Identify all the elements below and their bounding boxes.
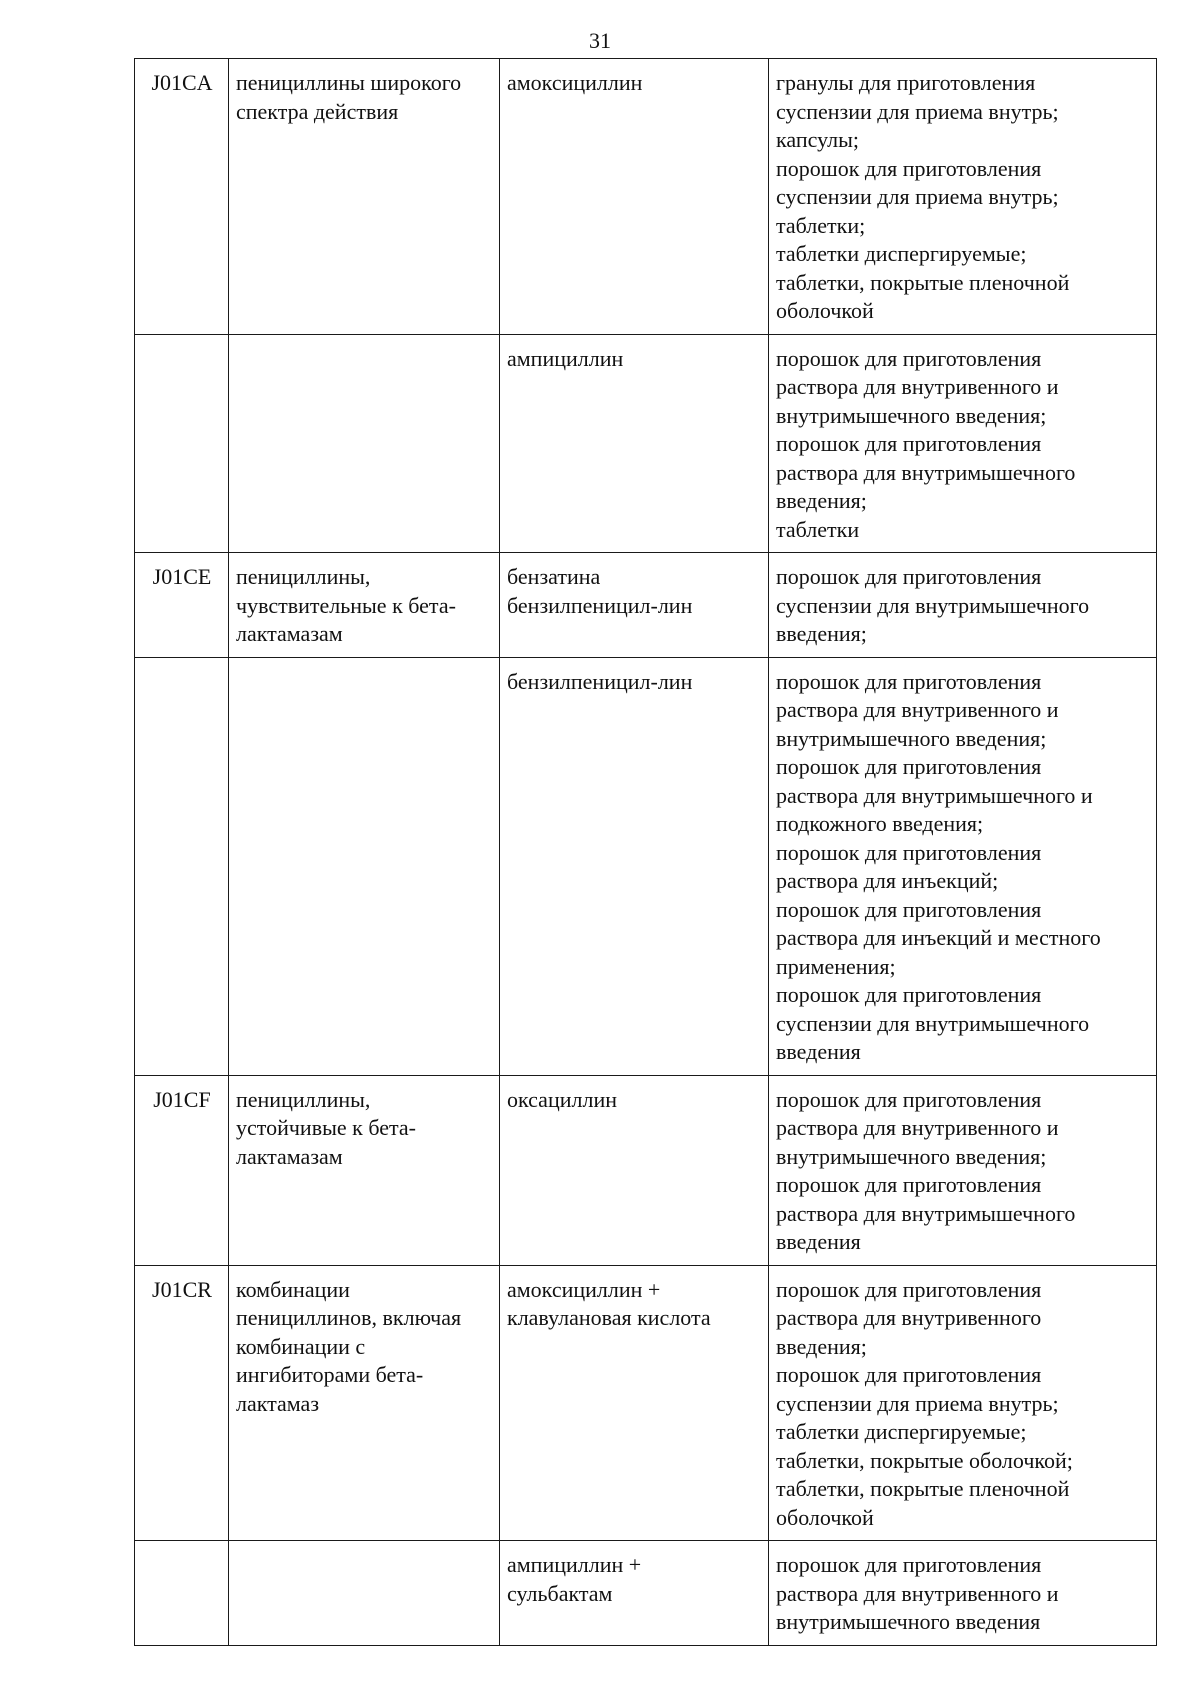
pharmacological-group-line: комбинации <box>236 1276 350 1302</box>
drug-table-body <box>135 59 1157 1646</box>
drug-name-cell <box>500 553 769 658</box>
drug-name-line: ампициллин + <box>507 1552 642 1577</box>
dosage-forms-line: оболочкой <box>776 1504 874 1530</box>
dosage-forms-line: оболочкой <box>776 298 874 323</box>
atc-code-text: J01CA <box>151 70 213 95</box>
pharmacological-group-cell <box>229 657 500 1075</box>
dosage-forms-line: порошок для приготовления <box>776 1552 1042 1577</box>
dosage-forms-line: введения <box>776 1039 861 1064</box>
dosage-forms-line: суспензии для внутримышечного <box>776 1010 1090 1036</box>
pharmacological-group-line: комбинации с <box>236 1333 366 1359</box>
pharmacological-group-cell <box>229 334 500 553</box>
dosage-forms-line: раствора для внутривенного и <box>776 1580 1059 1606</box>
pharmacological-group-cell <box>229 553 500 658</box>
dosage-forms-line: внутримышечного введения; <box>776 1143 1047 1169</box>
dosage-forms-line: таблетки диспергируемые; <box>776 1419 1027 1444</box>
dosage-forms-line: раствора для внутримышечного <box>776 459 1076 485</box>
drug-name-line: бензилпеницил-лин <box>507 668 693 694</box>
dosage-forms-line: раствора для внутримышечного <box>776 1200 1076 1226</box>
dosage-forms-cell <box>769 59 1157 335</box>
dosage-forms-line: порошок для приготовления <box>776 1362 1042 1387</box>
dosage-forms-line: введения; <box>776 488 867 513</box>
pharmacological-group-line: пенициллины, <box>236 1086 371 1112</box>
atc-code-cell <box>135 1075 229 1265</box>
dosage-forms-line: порошок для приготовления <box>776 345 1042 371</box>
dosage-forms-cell <box>769 1541 1157 1646</box>
dosage-forms-line: капсулы; <box>776 127 859 152</box>
dosage-forms-line: суспензии для приема внутрь; <box>776 184 1059 209</box>
dosage-forms-line: суспензии для внутримышечного <box>776 592 1090 618</box>
atc-code-cell <box>135 657 229 1075</box>
dosage-forms-line: суспензии для приема внутрь; <box>776 1390 1059 1416</box>
dosage-forms-cell <box>769 1265 1157 1541</box>
dosage-forms-line: порошок для приготовления <box>776 754 1042 779</box>
dosage-forms-line: гранулы для приготовления <box>776 70 1036 95</box>
atc-code-cell <box>135 1541 229 1646</box>
pharmacological-group-line: устойчивые к бета- <box>236 1115 416 1140</box>
drug-name-line: ампициллин <box>507 345 624 371</box>
table-row <box>135 1265 1157 1541</box>
drug-name-cell <box>500 334 769 553</box>
drug-name-line: сульбактам <box>507 1580 613 1606</box>
pharmacological-group-line: лактамаз <box>236 1390 320 1416</box>
pharmacological-group-cell <box>229 59 500 335</box>
table-row <box>135 1075 1157 1265</box>
dosage-forms-line: таблетки диспергируемые; <box>776 241 1027 266</box>
dosage-forms-line: порошок для приготовления <box>776 1276 1042 1302</box>
drug-name-cell <box>500 1075 769 1265</box>
dosage-forms-line: порошок для приготовления <box>776 896 1042 922</box>
drug-table <box>134 58 1157 1646</box>
dosage-forms-line: таблетки, покрытые пленочной <box>776 1476 1070 1501</box>
dosage-forms-line: введения; <box>776 1333 867 1359</box>
pharmacological-group-line: ингибиторами бета- <box>236 1362 424 1387</box>
atc-code-text: J01CF <box>153 1086 211 1112</box>
dosage-forms-line: подкожного введения; <box>776 811 984 836</box>
dosage-forms-cell <box>769 553 1157 658</box>
pharmacological-group-line: пенициллины, <box>236 564 371 589</box>
table-row <box>135 59 1157 335</box>
dosage-forms-line: внутримышечного введения; <box>776 725 1047 751</box>
dosage-forms-line: раствора для инъекций и местного <box>776 925 1101 950</box>
page-number: 31 <box>589 28 611 53</box>
dosage-forms-line: применения; <box>776 953 896 979</box>
pharmacological-group-cell <box>229 1075 500 1265</box>
drug-name-line: амоксициллин + <box>507 1276 661 1302</box>
dosage-forms-line: порошок для приготовления <box>776 564 1042 589</box>
dosage-forms-line: раствора для инъекций; <box>776 868 999 893</box>
atc-code-text: J01CE <box>152 564 212 589</box>
pharmacological-group-line: спектра действия <box>236 98 399 124</box>
dosage-forms-line: порошок для приготовления <box>776 431 1042 456</box>
drug-name-cell <box>500 59 769 335</box>
pharmacological-group-line: пенициллины широкого <box>236 70 462 95</box>
dosage-forms-line: суспензии для приема внутрь; <box>776 98 1059 124</box>
pharmacological-group-line: чувствительные к бета- <box>236 592 456 618</box>
dosage-forms-cell <box>769 334 1157 553</box>
dosage-forms-line: таблетки; <box>776 212 866 238</box>
table-row <box>135 657 1157 1075</box>
atc-code-cell <box>135 1265 229 1541</box>
dosage-forms-line: раствора для внутривенного <box>776 1305 1042 1330</box>
dosage-forms-line: раствора для внутримышечного и <box>776 782 1093 808</box>
atc-code-cell <box>135 59 229 335</box>
table-row <box>135 1541 1157 1646</box>
dosage-forms-line: таблетки, покрытые оболочкой; <box>776 1447 1073 1473</box>
dosage-forms-line: порошок для приготовления <box>776 839 1042 865</box>
dosage-forms-line: таблетки <box>776 516 860 542</box>
pharmacological-group-cell <box>229 1265 500 1541</box>
drug-name-cell <box>500 657 769 1075</box>
dosage-forms-cell <box>769 657 1157 1075</box>
drug-name-cell <box>500 1265 769 1541</box>
dosage-forms-line: раствора для внутривенного и <box>776 374 1059 399</box>
atc-code-cell <box>135 553 229 658</box>
table-row <box>135 553 1157 658</box>
dosage-forms-line: таблетки, покрытые пленочной <box>776 269 1070 295</box>
dosage-forms-line: порошок для приготовления <box>776 668 1042 694</box>
dosage-forms-line: раствора для внутривенного и <box>776 697 1059 722</box>
atc-code-text: J01CR <box>152 1276 212 1302</box>
dosage-forms-line: введения; <box>776 621 867 646</box>
dosage-forms-line: внутримышечного введения; <box>776 402 1047 428</box>
dosage-forms-line: внутримышечного введения <box>776 1609 1041 1634</box>
pharmacological-group-line: лактамазам <box>236 621 343 646</box>
dosage-forms-line: порошок для приготовления <box>776 982 1042 1007</box>
drug-name-line: клавулановая кислота <box>507 1305 711 1330</box>
dosage-forms-line: порошок для приготовления <box>776 155 1042 181</box>
pharmacological-group-cell <box>229 1541 500 1646</box>
dosage-forms-cell <box>769 1075 1157 1265</box>
dosage-forms-line: раствора для внутривенного и <box>776 1115 1059 1140</box>
dosage-forms-line: порошок для приготовления <box>776 1086 1042 1112</box>
dosage-forms-line: введения <box>776 1229 861 1254</box>
drug-name-line: бензатина <box>507 564 601 589</box>
atc-code-cell <box>135 334 229 553</box>
drug-name-line: амоксициллин <box>507 70 643 95</box>
pharmacological-group-line: лактамазам <box>236 1143 343 1169</box>
drug-name-cell <box>500 1541 769 1646</box>
dosage-forms-line: порошок для приготовления <box>776 1172 1042 1197</box>
drug-name-line: оксациллин <box>507 1086 617 1112</box>
drug-name-line: бензилпеницил-лин <box>507 592 693 618</box>
table-row <box>135 334 1157 553</box>
pharmacological-group-line: пенициллинов, включая <box>236 1305 462 1330</box>
